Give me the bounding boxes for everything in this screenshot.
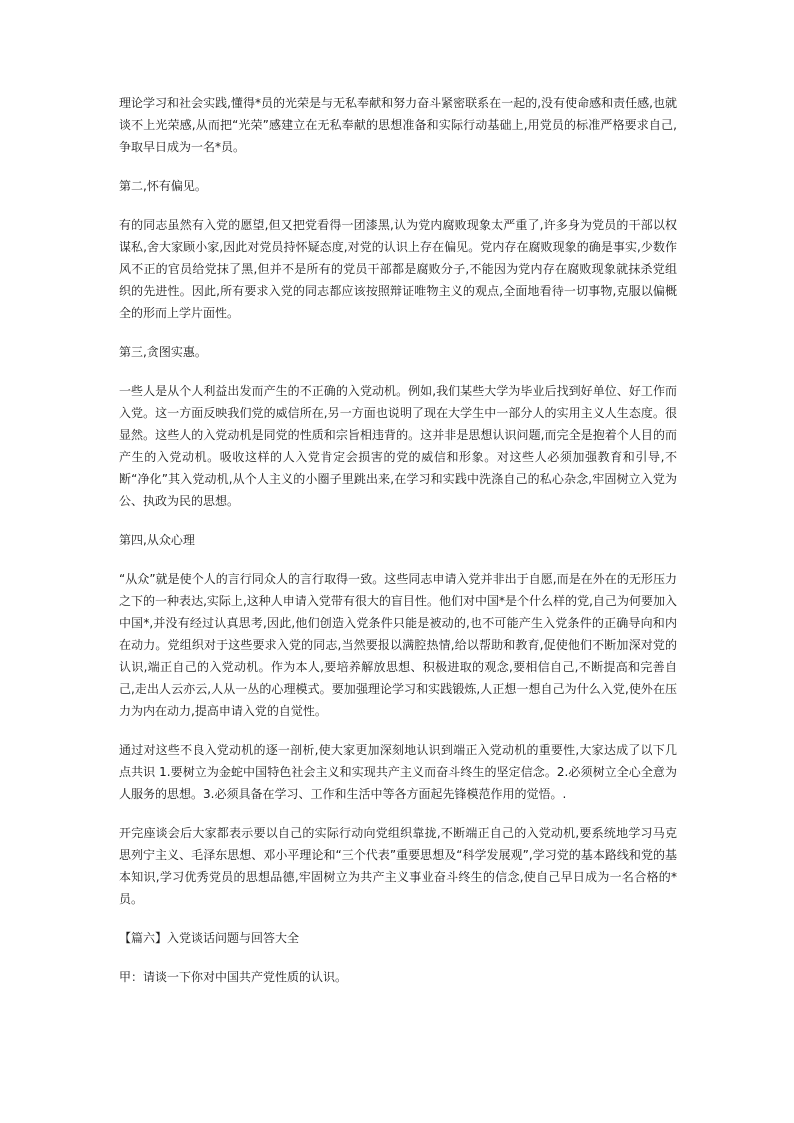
- paragraph-conclusion: 开完座谈会后大家都表示要以自己的实际行动向党组织靠拢,不断端正自己的入党动机,要系统地学习马克思列宁主义、毛泽东思想、邓小平理论和“三个代表”重要思想及“科学发展观”,学习党的基本路线和党的基本知识,学习优秀党员的思想品德,牢固树立为共产主义事业奋斗终生的信念,使自己早日成为一名合格的*员。: [119, 826, 677, 906]
- paragraph-consensus: 通过对这些不良入党动机的逐一剖析,使大家更加深刻地认识到端正入党动机的重要性,大家达成了以下几点共识 1.要树立为金蛇中国特色社会主义和实现共产主义而奋斗终生的坚定信念。2.必须树立全心全意为人服务的思想。3.必须具备在学习、工作和生活中等各方面起先锋模范作用的觉悟。.: [119, 743, 677, 801]
- paragraph-benefit: 一些人是从个人利益出发而产生的不正确的入党动机。例如,我们某些大学为毕业后找到好单位、好工作而入党。这一方面反映我们党的威信所在,另一方面也说明了现在大学生中一部分人的实用主义人生态度。很显然。这些人的入党动机是同党的性质和宗旨相违背的。这并非是思想认识问题,而完全是抱着个人目的而产生的入党动机。吸收这样的人入党肯定会损害的党的威信和形象。对这些人必须加强教育和引导,不断“净化”其入党动机,从个人主义的小圈子里跳出来,在学习和实践中洗涤自己的私心杂念,牢固树立入党为公、执政为民的思想。: [119, 384, 677, 508]
- paragraph-conformity: “从众”就是使个人的言行同众人的言行取得一致。这些同志申请入党并非出于自愿,而是在外在的无形压力之下的一种表达,实际上,这种人申请入党带有很大的盲目性。他们对中国*是个什么样的党,自己为何要加入中国*,并没有经过认真思考,因此,他们创造入党条件只能是被动的,也不可能产生入党条件的正确导向和内在动力。党组织对于这些要求入党的同志,当然要报以满腔热情,给以帮助和教育,促使他们不断加深对党的认识,端正自己的入党动机。作为本人,要培养解放思想、积极进取的观念,要相信自己,不断提高和完善自己,走出人云亦云,人从一丛的心理模式。要加强理论学习和实践锻炼,人正想一想自己为什么入党,使外在压力为内在动力,提高申请入党的自觉性。: [119, 572, 677, 718]
- heading-conformity: 第四,从众心理: [119, 533, 195, 547]
- heading-benefit: 第三,贪图实惠。: [119, 345, 207, 359]
- document-page: [119, 92, 677, 1005]
- question-heading: 甲：请谈一下你对中国共产党性质的认识。: [119, 970, 348, 984]
- paragraph-honor: 理论学习和社会实践,懂得*员的光荣是与无私奉献和努力奋斗紧密联系在一起的,没有使命感和责任感,也就谈不上光荣感,从而把“光荣”感建立在无私奉献的思想准备和实际行动基础上,用党员的标准严格要求自己,争取早日成为一名*员。: [119, 96, 677, 154]
- paragraph-prejudice: 有的同志虽然有入党的愿望,但又把党看得一团漆黑,认为党内腐败现象太严重了,许多身为党员的干部以权谋私,舍大家顾小家,因此对党员持怀疑态度,对党的认识上存在偏见。党内存在腐败现象的确是事实,少数作风不正的官员给党抹了黑,但并不是所有的党员干部都是腐败分子,不能因为党内存在腐败现象就抹杀党组织的先进性。因此,所有要求入党的同志都应该按照辩证唯物主义的观点,全面地看待一切事物,克服以偏概全的形而上学片面性。: [119, 218, 677, 320]
- heading-prejudice: 第二,怀有偏见。: [119, 179, 207, 193]
- section-title: 【篇六】入党谈话问题与回答大全: [119, 931, 300, 945]
